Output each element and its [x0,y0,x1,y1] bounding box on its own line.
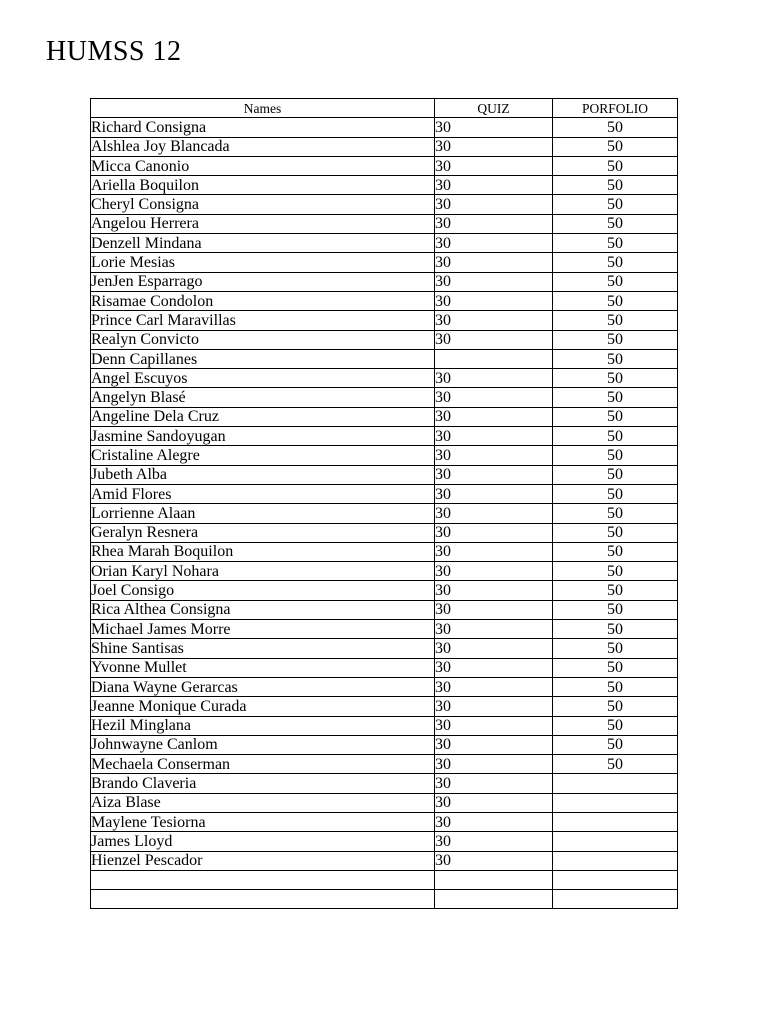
student-name-cell: Angeline Dela Cruz [91,407,435,426]
student-name-cell: Johnwayne Canlom [91,735,435,754]
table-header-row [91,99,678,118]
table-row [91,600,678,619]
portfolio-score-cell [553,832,678,851]
portfolio-score-cell: 50 [553,291,678,310]
table-row [91,272,678,291]
table-row [91,542,678,561]
student-name-cell: Hienzel Pescador [91,851,435,870]
student-name-cell: Denzell Mindana [91,234,435,253]
portfolio-score-cell: 50 [553,234,678,253]
table-row [91,330,678,349]
table-row [91,639,678,658]
student-name-cell: Aiza Blase [91,793,435,812]
table-row [91,349,678,368]
table-row [91,176,678,195]
table-row [91,774,678,793]
student-name-cell: Michael James Morre [91,620,435,639]
student-name-cell: Denn Capillanes [91,349,435,368]
quiz-score-cell: 30 [435,504,553,523]
quiz-score-cell: 30 [435,658,553,677]
student-name-cell: Yvonne Mullet [91,658,435,677]
portfolio-score-cell: 50 [553,272,678,291]
table-row [91,755,678,774]
quiz-score-cell: 30 [435,330,553,349]
quiz-score-cell: 30 [435,639,553,658]
table-row [91,851,678,870]
table-row [91,793,678,812]
table-row [91,156,678,175]
table-body [91,118,678,909]
quiz-score-cell: 30 [435,446,553,465]
table-row [91,234,678,253]
quiz-score-cell: 30 [435,793,553,812]
student-name-cell: Geralyn Resnera [91,523,435,542]
student-name-cell: Jubeth Alba [91,465,435,484]
quiz-score-cell [435,890,553,909]
table-row [91,388,678,407]
table-row [91,504,678,523]
student-name-cell: Rhea Marah Boquilon [91,542,435,561]
table-row [91,484,678,503]
table-row [91,427,678,446]
portfolio-score-cell: 50 [553,349,678,368]
student-name-cell: Risamae Condolon [91,291,435,310]
quiz-score-cell: 30 [435,542,553,561]
portfolio-score-cell: 50 [553,369,678,388]
table-row [91,446,678,465]
portfolio-score-cell: 50 [553,330,678,349]
portfolio-score-cell: 50 [553,658,678,677]
portfolio-score-cell: 50 [553,311,678,330]
grades-table [90,98,678,909]
portfolio-score-cell [553,774,678,793]
student-name-cell [91,890,435,909]
table-row [91,369,678,388]
table-row [91,291,678,310]
portfolio-score-cell: 50 [553,735,678,754]
quiz-score-cell: 30 [435,176,553,195]
table-row [91,137,678,156]
column-header-portfolio: PORFOLIO [553,99,678,118]
student-name-cell: Jeanne Monique Curada [91,697,435,716]
table-row [91,311,678,330]
portfolio-score-cell: 50 [553,176,678,195]
student-name-cell: Cheryl Consigna [91,195,435,214]
table-row [91,214,678,233]
quiz-score-cell: 30 [435,774,553,793]
student-name-cell: Realyn Convicto [91,330,435,349]
student-name-cell: Maylene Tesiorna [91,812,435,831]
student-name-cell: Hezil Minglana [91,716,435,735]
student-name-cell: Richard Consigna [91,118,435,137]
student-name-cell: Micca Canonio [91,156,435,175]
quiz-score-cell: 30 [435,562,553,581]
table-row [91,523,678,542]
student-name-cell: James Lloyd [91,832,435,851]
student-name-cell: Diana Wayne Gerarcas [91,677,435,696]
quiz-score-cell: 30 [435,195,553,214]
portfolio-score-cell: 50 [553,581,678,600]
quiz-score-cell: 30 [435,369,553,388]
column-header-quiz: QUIZ [435,99,553,118]
quiz-score-cell: 30 [435,465,553,484]
table-row [91,716,678,735]
quiz-score-cell: 30 [435,311,553,330]
quiz-score-cell: 30 [435,291,553,310]
quiz-score-cell: 30 [435,214,553,233]
quiz-score-cell: 30 [435,427,553,446]
quiz-score-cell [435,870,553,889]
quiz-score-cell: 30 [435,407,553,426]
quiz-score-cell: 30 [435,677,553,696]
portfolio-score-cell [553,851,678,870]
student-name-cell: Lorrienne Alaan [91,504,435,523]
portfolio-score-cell: 50 [553,407,678,426]
portfolio-score-cell: 50 [553,253,678,272]
table-row [91,658,678,677]
portfolio-score-cell: 50 [553,118,678,137]
quiz-score-cell: 30 [435,851,553,870]
table-row [91,562,678,581]
portfolio-score-cell [553,812,678,831]
table-row [91,195,678,214]
quiz-score-cell: 30 [435,484,553,503]
table-row [91,832,678,851]
portfolio-score-cell [553,890,678,909]
quiz-score-cell: 30 [435,523,553,542]
portfolio-score-cell: 50 [553,562,678,581]
quiz-score-cell: 30 [435,388,553,407]
portfolio-score-cell: 50 [553,542,678,561]
student-name-cell: Amid Flores [91,484,435,503]
table-row [91,620,678,639]
quiz-score-cell: 30 [435,812,553,831]
table-row [91,812,678,831]
quiz-score-cell: 30 [435,697,553,716]
portfolio-score-cell: 50 [553,677,678,696]
student-name-cell: Rica Althea Consigna [91,600,435,619]
student-name-cell: Orian Karyl Nohara [91,562,435,581]
quiz-score-cell: 30 [435,156,553,175]
table-row [91,581,678,600]
quiz-score-cell: 30 [435,137,553,156]
portfolio-score-cell: 50 [553,755,678,774]
student-name-cell: Prince Carl Maravillas [91,311,435,330]
portfolio-score-cell: 50 [553,504,678,523]
portfolio-score-cell: 50 [553,214,678,233]
portfolio-score-cell: 50 [553,697,678,716]
table-row [91,407,678,426]
quiz-score-cell: 30 [435,581,553,600]
student-name-cell: Angelyn Blasé [91,388,435,407]
portfolio-score-cell: 50 [553,600,678,619]
student-name-cell: Ariella Boquilon [91,176,435,195]
student-name-cell: Mechaela Conserman [91,755,435,774]
student-name-cell: Shine Santisas [91,639,435,658]
student-name-cell: Angel Escuyos [91,369,435,388]
quiz-score-cell [435,349,553,368]
quiz-score-cell: 30 [435,716,553,735]
quiz-score-cell: 30 [435,600,553,619]
portfolio-score-cell: 50 [553,388,678,407]
student-name-cell: JenJen Esparrago [91,272,435,291]
student-name-cell: Joel Consigo [91,581,435,600]
portfolio-score-cell: 50 [553,639,678,658]
table-row [91,890,678,909]
student-name-cell: Cristaline Alegre [91,446,435,465]
portfolio-score-cell: 50 [553,427,678,446]
table-row [91,677,678,696]
student-name-cell: Brando Claveria [91,774,435,793]
column-header-names: Names [91,99,435,118]
table-row [91,870,678,889]
portfolio-score-cell: 50 [553,446,678,465]
quiz-score-cell: 30 [435,253,553,272]
quiz-score-cell: 30 [435,234,553,253]
quiz-score-cell: 30 [435,735,553,754]
portfolio-score-cell: 50 [553,156,678,175]
portfolio-score-cell [553,870,678,889]
quiz-score-cell: 30 [435,755,553,774]
portfolio-score-cell: 50 [553,137,678,156]
portfolio-score-cell: 50 [553,620,678,639]
quiz-score-cell: 30 [435,118,553,137]
portfolio-score-cell: 50 [553,523,678,542]
table-row [91,465,678,484]
student-name-cell [91,870,435,889]
table-row [91,735,678,754]
portfolio-score-cell: 50 [553,195,678,214]
quiz-score-cell: 30 [435,832,553,851]
page-title: HUMSS 12 [46,36,182,67]
quiz-score-cell: 30 [435,620,553,639]
table-row [91,253,678,272]
student-name-cell: Alshlea Joy Blancada [91,137,435,156]
portfolio-score-cell: 50 [553,484,678,503]
quiz-score-cell: 30 [435,272,553,291]
table-row [91,697,678,716]
student-name-cell: Lorie Mesias [91,253,435,272]
student-name-cell: Jasmine Sandoyugan [91,427,435,446]
portfolio-score-cell: 50 [553,716,678,735]
table-row [91,118,678,137]
student-name-cell: Angelou Herrera [91,214,435,233]
portfolio-score-cell: 50 [553,465,678,484]
portfolio-score-cell [553,793,678,812]
